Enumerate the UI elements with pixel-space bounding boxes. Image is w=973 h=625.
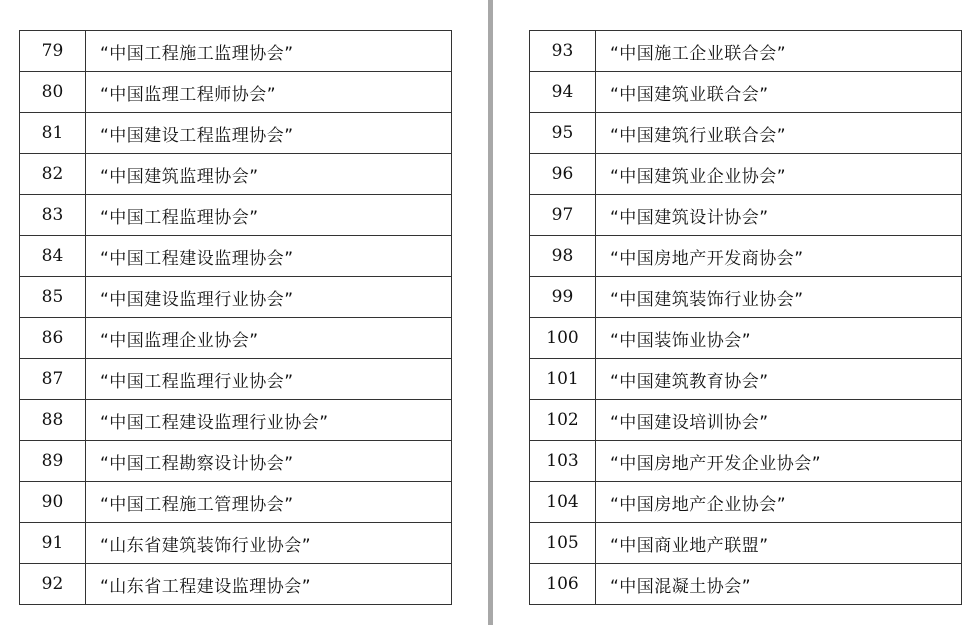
association-name: “中国建筑设计协会” [596,195,962,236]
association-name: “中国建筑教育协会” [596,359,962,400]
row-number: 95 [530,113,596,154]
table-row [20,564,452,605]
association-name: “中国工程施工管理协会” [86,482,452,523]
table-row [20,441,452,482]
table-row [530,236,962,277]
association-name: “中国工程监理行业协会” [86,359,452,400]
table-row [530,359,962,400]
table-row [20,400,452,441]
association-name: “中国装饰业协会” [596,318,962,359]
association-name: “中国工程勘察设计协会” [86,441,452,482]
row-number: 100 [530,318,596,359]
table-row [20,195,452,236]
row-number: 90 [20,482,86,523]
association-name: “中国工程建设监理行业协会” [86,400,452,441]
association-name: “中国建设工程监理协会” [86,113,452,154]
row-number: 104 [530,482,596,523]
table-row [20,482,452,523]
association-name: “中国工程建设监理协会” [86,236,452,277]
row-number: 99 [530,277,596,318]
row-number: 88 [20,400,86,441]
row-number: 87 [20,359,86,400]
row-number: 82 [20,154,86,195]
row-number: 83 [20,195,86,236]
row-number: 84 [20,236,86,277]
table-row [530,31,962,72]
association-name: “中国房地产开发商协会” [596,236,962,277]
table-row [530,195,962,236]
association-name: “中国工程监理协会” [86,195,452,236]
row-number: 103 [530,441,596,482]
row-number: 101 [530,359,596,400]
table-row [20,359,452,400]
table-row [530,523,962,564]
table-row [530,154,962,195]
association-name: “中国建设监理行业协会” [86,277,452,318]
row-number: 98 [530,236,596,277]
row-number: 102 [530,400,596,441]
association-name: “中国建设培训协会” [596,400,962,441]
row-number: 93 [530,31,596,72]
association-name: “中国建筑业企业协会” [596,154,962,195]
row-number: 106 [530,564,596,605]
table-row [20,154,452,195]
row-number: 96 [530,154,596,195]
row-number: 85 [20,277,86,318]
table-row [20,31,452,72]
association-name: “中国房地产企业协会” [596,482,962,523]
table-row [20,72,452,113]
association-name: “中国建筑行业联合会” [596,113,962,154]
table-row [530,113,962,154]
table-row [530,277,962,318]
table-row [20,113,452,154]
association-name: “中国商业地产联盟” [596,523,962,564]
row-number: 91 [20,523,86,564]
row-number: 86 [20,318,86,359]
table-row [530,400,962,441]
table-row [20,236,452,277]
row-number: 79 [20,31,86,72]
association-table-left [19,30,452,605]
page-divider [488,0,493,625]
table-row [530,482,962,523]
row-number: 80 [20,72,86,113]
association-name: “山东省工程建设监理协会” [86,564,452,605]
association-name: “中国建筑监理协会” [86,154,452,195]
association-name: “中国监理工程师协会” [86,72,452,113]
row-number: 92 [20,564,86,605]
table-row [530,72,962,113]
row-number: 81 [20,113,86,154]
association-name: “中国建筑业联合会” [596,72,962,113]
association-name: “中国混凝土协会” [596,564,962,605]
row-number: 105 [530,523,596,564]
table-row [20,318,452,359]
row-number: 89 [20,441,86,482]
association-name: “中国监理企业协会” [86,318,452,359]
association-name: “中国建筑装饰行业协会” [596,277,962,318]
table-row [530,441,962,482]
association-name: “中国房地产开发企业协会” [596,441,962,482]
row-number: 94 [530,72,596,113]
table-row [20,277,452,318]
association-name: “山东省建筑装饰行业协会” [86,523,452,564]
association-table-right [529,30,962,605]
association-name: “中国工程施工监理协会” [86,31,452,72]
association-name: “中国施工企业联合会” [596,31,962,72]
row-number: 97 [530,195,596,236]
table-row [530,564,962,605]
table-row [20,523,452,564]
table-row [530,318,962,359]
